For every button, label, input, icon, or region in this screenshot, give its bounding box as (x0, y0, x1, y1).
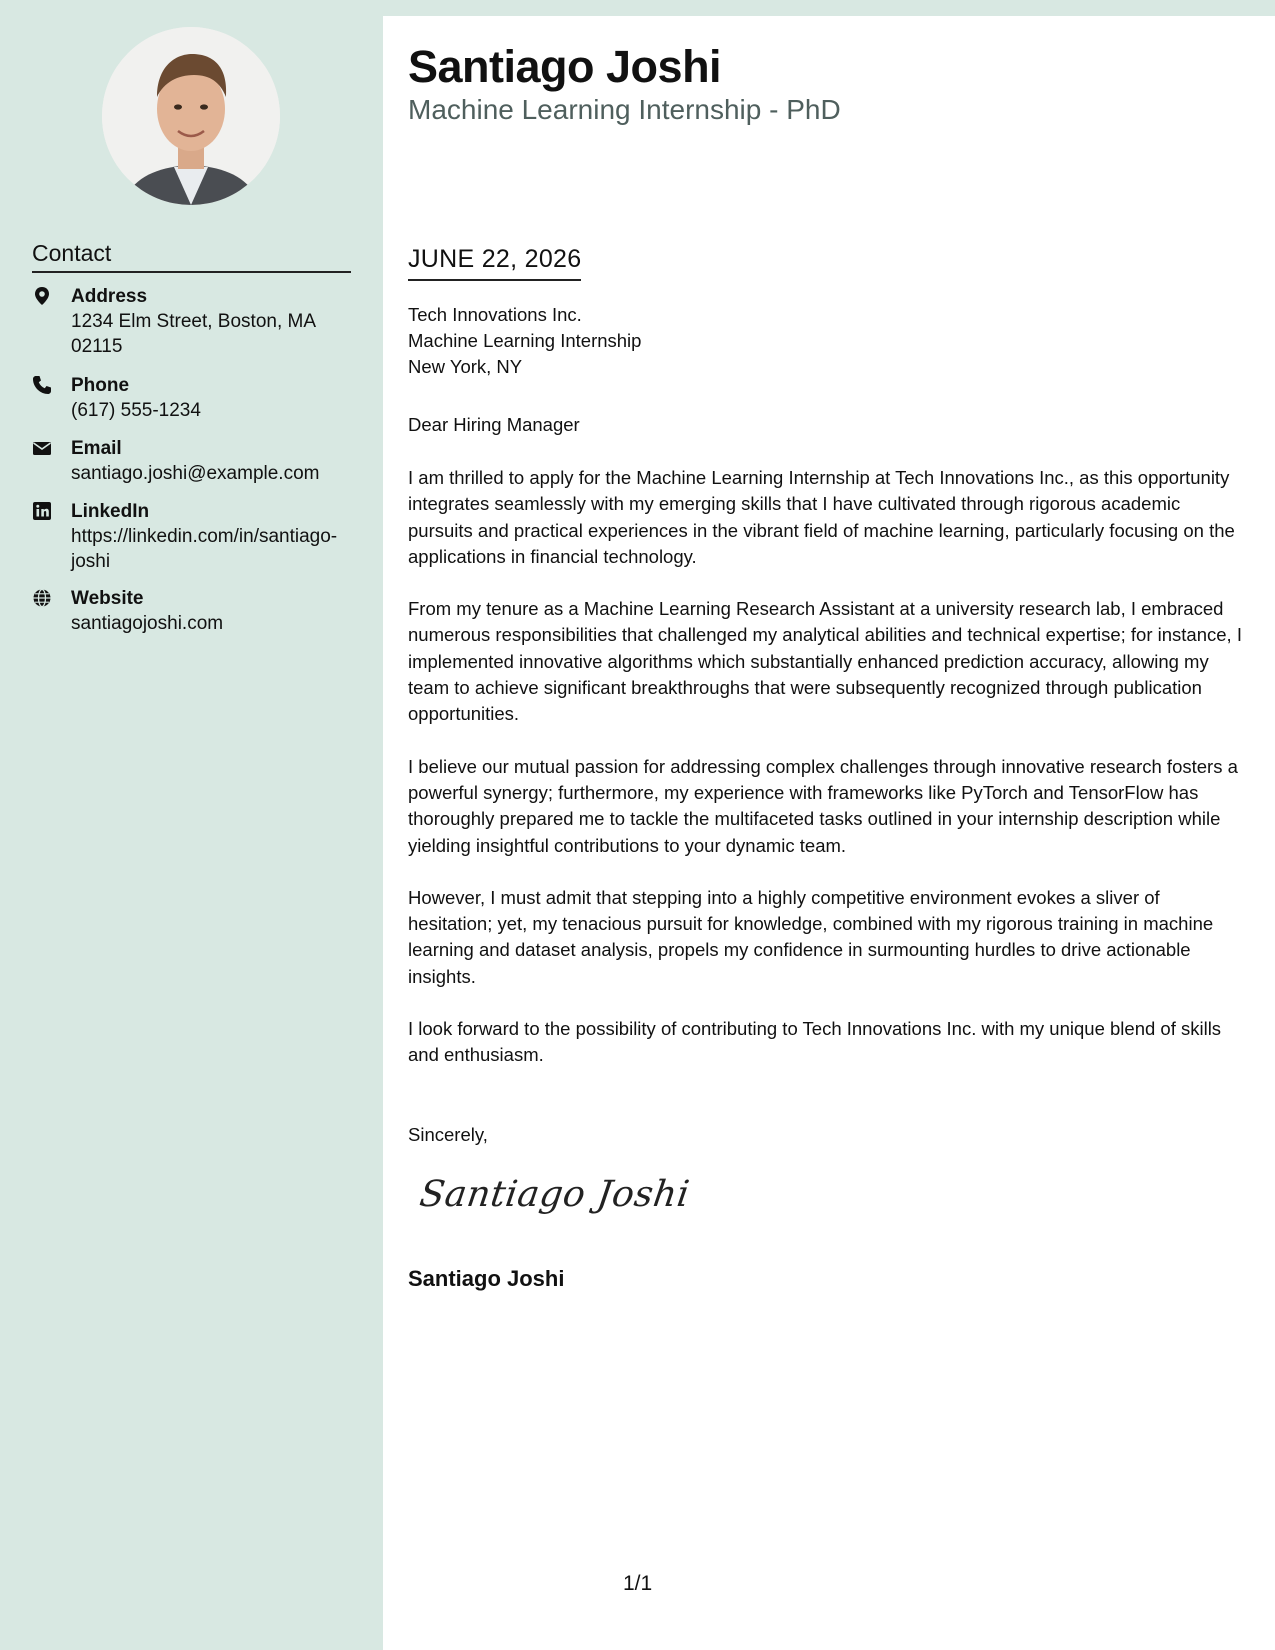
contact-label: Address (71, 286, 148, 307)
phone-icon (32, 375, 54, 397)
recipient-location: New York, NY (408, 356, 523, 377)
location-pin-icon (32, 286, 54, 308)
email-icon (32, 438, 54, 460)
body-paragraph: I believe our mutual passion for addressing complex challenges through innovative research fosters a powerful synergy; furthermore, my experience with frameworks like PyTorch and TensorFlow has thoroughly prepared me to tackle the multifaceted tasks outlined in your internship description while yielding insightful contributions to your dynamic team. (408, 755, 1238, 856)
signer-name: Santiago Joshi (408, 1266, 565, 1291)
contact-label: Website (71, 588, 144, 609)
linkedin-value[interactable]: https://linkedin.com/in/santiago-joshi (71, 526, 338, 572)
contact-address (32, 284, 352, 359)
letter-body (408, 465, 1246, 1095)
body-paragraph: From my tenure as a Machine Learning Research Assistant at a university research lab, I embraced numerous responsibilities that challenged my analytical abilities and technical expertise; for instance, I implemented innovative algorithms which substantially enhanced prediction accuracy, allowing my team to achieve significant breakthroughs that were subsequently recognized through publication opportunities. (408, 598, 1242, 725)
contact-label: Email (71, 438, 122, 459)
website-value[interactable]: santiagojoshi.com (71, 613, 224, 634)
applicant-name: Santiago Joshi (408, 41, 722, 92)
recipient-company: Tech Innovations Inc. (408, 304, 582, 325)
contact-label: Phone (71, 375, 130, 396)
contact-linkedin (32, 499, 352, 574)
contact-website (32, 586, 352, 636)
linkedin-icon (32, 501, 54, 523)
recipient-position: Machine Learning Internship (408, 330, 642, 351)
contact-phone (32, 373, 352, 423)
contact-label: LinkedIn (71, 501, 150, 522)
address-value: 1234 Elm Street, Boston, MA 02115 (71, 311, 315, 357)
avatar (102, 27, 280, 205)
body-paragraph: I am thrilled to apply for the Machine Learning Internship at Tech Innovations Inc., as this opportunity integrates seamlessly with my emerging skills that I have cultivated through rigorous academic pursuits and practical experiences in the vibrant field of machine learning, particularly focusing on the applications in financial technology. (408, 467, 1235, 567)
signature: Santiago Joshi (417, 1174, 693, 1215)
globe-icon (32, 588, 54, 610)
contact-email (32, 436, 352, 486)
email-value: santiago.joshi@example.com (71, 463, 320, 484)
applicant-role: Machine Learning Internship - PhD (408, 94, 841, 125)
sidebar (0, 0, 383, 1650)
body-paragraph: I look forward to the possibility of contributing to Tech Innovations Inc. with my unique blend of skills and enthusiasm. (408, 1018, 1222, 1066)
greeting: Dear Hiring Manager (408, 414, 580, 435)
page-number: 1/1 (623, 1572, 653, 1595)
closing: Sincerely, (408, 1124, 488, 1145)
contact-heading: Contact (32, 240, 351, 273)
phone-value: (617) 555-1234 (71, 400, 201, 421)
letter-page (383, 16, 1275, 1650)
letter-date: JUNE 22, 2026 (408, 245, 581, 281)
avatar-photo (102, 27, 280, 205)
recipient-block (408, 302, 641, 380)
body-paragraph: However, I must admit that stepping into a highly competitive environment evokes a sliver of hesitation; yet, my tenacious pursuit for knowledge, combined with my rigorous training in machine learning and dataset analysis, propels my confidence in surmounting hurdles to drive actionable insights. (408, 886, 1214, 987)
